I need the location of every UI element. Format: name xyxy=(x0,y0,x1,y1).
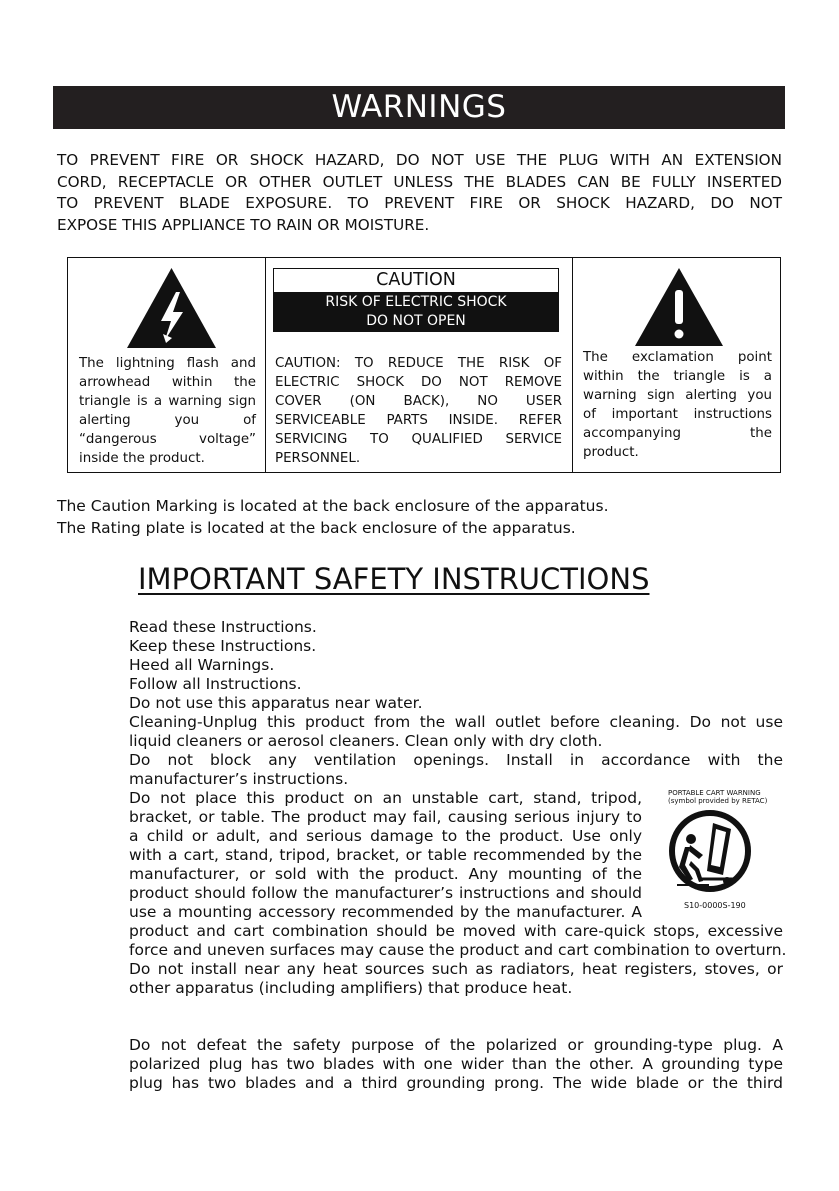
warnings-line: CORD, RECEPTACLE OR OTHER OUTLET UNLESS THE BLADES CAN BE FULLY INSERTED xyxy=(57,172,782,191)
exclamation-cell xyxy=(573,258,780,472)
lightning-triangle-icon xyxy=(125,266,218,350)
lightning-line: arrowhead within the xyxy=(79,375,256,390)
caution-title: CAUTION xyxy=(376,270,456,290)
exclamation-line: within the triangle is a xyxy=(583,369,772,384)
cart-warning-sublabel: (symbol provided by RETAC) xyxy=(668,797,768,805)
caution-risk-line: RISK OF ELECTRIC SHOCK xyxy=(325,294,507,310)
warnings-line: TO PREVENT FIRE OR SHOCK HAZARD, DO NOT USE THE PLUG WITH AN EXTENSION xyxy=(57,151,782,169)
caution-marking-note: The Caution Marking is located at the back enclosure of the apparatus. xyxy=(57,497,609,515)
instruction-line: Do not use this apparatus near water. xyxy=(129,694,423,712)
lightning-line: inside the product. xyxy=(79,451,205,466)
cart-tipover-icon xyxy=(669,809,751,893)
caution-line: ELECTRIC SHOCK DO NOT REMOVE xyxy=(275,375,562,390)
instruction-line: product and cart combination should be moved with care-quick stops, excessive xyxy=(129,922,783,940)
instruction-line: Heed all Warnings. xyxy=(129,656,275,674)
lightning-line: The lightning flash and xyxy=(79,356,256,371)
instruction-line: Do not block any ventilation openings. Install in accordance with the xyxy=(129,751,783,769)
lightning-line: alerting you of xyxy=(79,413,256,428)
instruction-line: plug has two blades and a third grounding prong. The wide blade or the third xyxy=(129,1074,783,1092)
instruction-line: with a cart, stand, tripod, bracket, or table recommended by the xyxy=(129,846,642,864)
instruction-line: polarized plug has two blades with one wider than the other. A grounding type xyxy=(129,1055,783,1073)
warnings-line: TO PREVENT BLADE EXPOSURE. TO PREVENT FIRE OR SHOCK HAZARD, DO NOT xyxy=(57,194,782,212)
cart-warning-code: S10-0000S-190 xyxy=(684,901,746,910)
caution-line: COVER (ON BACK), NO USER xyxy=(275,394,562,409)
instruction-line: Cleaning-Unplug this product from the wall outlet before cleaning. Do not use xyxy=(129,713,783,731)
caution-line: PERSONNEL. xyxy=(275,451,361,466)
instruction-line: Read these Instructions. xyxy=(129,618,317,636)
warnings-line: EXPOSE THIS APPLIANCE TO RAIN OR MOISTURE. xyxy=(57,215,430,234)
caution-risk-line: DO NOT OPEN xyxy=(366,313,466,329)
lightning-text xyxy=(79,354,256,468)
instruction-line: bracket, or table. The product may fail, causing serious injury to xyxy=(129,808,642,826)
caution-line: CAUTION: TO REDUCE THE RISK OF xyxy=(275,356,562,371)
exclamation-line: The exclamation point xyxy=(583,350,772,365)
exclamation-text xyxy=(583,348,772,462)
lightning-cell xyxy=(68,258,266,472)
exclamation-line: accompanying the xyxy=(583,426,772,441)
instruction-line: Keep these Instructions. xyxy=(129,637,317,655)
caution-cell xyxy=(265,258,573,472)
instruction-line: liquid cleaners or aerosol cleaners. Clean only with dry cloth. xyxy=(129,732,603,750)
rating-plate-note: The Rating plate is located at the back enclosure of the apparatus. xyxy=(57,519,576,537)
instruction-line: Follow all Instructions. xyxy=(129,675,302,693)
instruction-line: other apparatus (including amplifiers) that produce heat. xyxy=(129,979,573,997)
instruction-line: Do not defeat the safety purpose of the polarized or grounding-type plug. A xyxy=(129,1036,783,1054)
instruction-line: Do not install near any heat sources such as radiators, heat registers, stoves, or xyxy=(129,960,783,978)
instruction-line: Do not place this product on an unstable cart, stand, tripod, xyxy=(129,789,642,807)
cart-warning-graphic xyxy=(664,789,774,914)
instruction-line: use a mounting accessory recommended by the manufacturer. A xyxy=(129,903,642,921)
exclamation-line: warning sign alerting you xyxy=(583,388,772,403)
warnings-title: WARNINGS xyxy=(53,86,785,129)
caution-table xyxy=(67,257,781,473)
exclamation-triangle-icon xyxy=(633,266,725,348)
caution-line: SERVICEABLE PARTS INSIDE. REFER xyxy=(275,413,562,428)
instruction-line: manufacturer’s instructions. xyxy=(129,770,349,788)
caution-risk-banner xyxy=(274,292,558,331)
cart-warning-label: PORTABLE CART WARNING xyxy=(668,789,761,797)
warnings-text xyxy=(57,150,782,236)
instruction-line: force and uneven surfaces may cause the product and cart combination to overturn. xyxy=(129,941,787,959)
instruction-line: a child or adult, and serious damage to the product. Use only xyxy=(129,827,642,845)
instruction-line: manufacturer, or sold with the product. Any mounting of the xyxy=(129,865,642,883)
caution-label-box xyxy=(273,268,559,332)
exclamation-line: product. xyxy=(583,445,639,460)
lightning-line: “dangerous voltage” xyxy=(79,432,256,447)
caution-text xyxy=(275,354,562,468)
lightning-line: triangle is a warning sign xyxy=(79,394,256,409)
instruction-line: product should follow the manufacturer’s instructions and should xyxy=(129,884,642,902)
exclamation-line: of important instructions xyxy=(583,407,772,422)
caution-line: SERVICING TO QUALIFIED SERVICE xyxy=(275,432,562,447)
safety-heading: IMPORTANT SAFETY INSTRUCTIONS xyxy=(138,562,650,596)
